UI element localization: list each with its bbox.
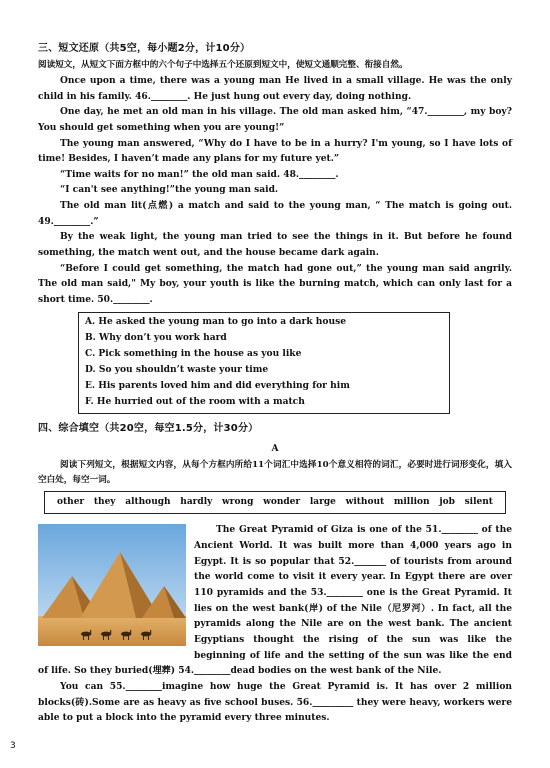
worksheet-page — [38, 40, 512, 726]
word-bank-item: silent — [464, 497, 493, 507]
word-bank-item: wrong — [222, 497, 254, 507]
passage-paragraph: “I can't see anything!”the young man said. — [60, 184, 279, 196]
word-bank-item: other — [57, 497, 85, 507]
passage-paragraph: The old man lit(点燃) a match and said to the young man, “ The match is going out. 49.________.” — [38, 200, 512, 227]
passage-paragraph: “Time waits for no man!” the old man said. 48.________. — [60, 168, 339, 180]
word-bank-item: job — [439, 497, 455, 507]
word-bank-item: million — [393, 497, 430, 507]
passage-paragraph: You can 55.________imagine how huge the Great Pyramid is. It has over 2 million blocks(砖).Some are as heavy as five school buses. 56._________ they were heavy, workers were able to put a block into the pyramid every three minutes. — [38, 680, 512, 724]
section4-title: 四、综合填空（共20空，每空1.5分，计30分） — [38, 422, 259, 434]
option-a: A. He asked the young man to go into a dark house — [85, 315, 346, 327]
passage-paragraph: By the weak light, the young man tried to see the things in it. But before he found something, the match went out, and the house became dark again. — [38, 231, 512, 259]
option-f: F. He hurried out of the room with a match — [85, 396, 305, 408]
section4-instruction: 阅读下列短文，根据短文内容，从每个方框内所给11个词汇中选择10个意义相符的词汇，必要时进行词形变化，填入空白处，每空一词。 — [38, 460, 512, 486]
passage-paragraph: “Before I could get something, the match had gone out,” the young man said angrily. The old man said," My boy, your youth is like the burning match, which can only last for a short time. 50.________. — [38, 262, 512, 305]
passage-paragraph: One day, he met an old man in his village. The old man asked him, “47.________, my boy? You should get something when you are young!” — [38, 106, 512, 133]
word-bank-item: they — [93, 497, 116, 507]
page-number: 3 — [10, 741, 16, 751]
pyramids-photo-icon — [38, 524, 186, 646]
options-box — [78, 312, 450, 414]
section3-instruction: 阅读短文，从短文下面方框中的六个句子中选择五个还原到短文中，使短文通顺完整、衔接自然。 — [38, 60, 408, 71]
pyramid-passage — [38, 522, 512, 725]
passage-paragraph: The Great Pyramid of Giza is one of the 51.________ of the Ancient World. It was built more than 4,000 years ago in Egypt. It is so popular that 52._______ of tourists from around the world come to visit it every year. In Egypt there are over 110 pyramids and the 53.________ one is the Great Pyramid. It lies on the west bank(岸) of the Nile（尼罗河）. In fact, all the pyramids along the Nile are on the west bank. The ancient Egyptians thought the rising of the sun was like the beginning of life and the setting of the sun was like the end of life. So they buried(埋葬) 54.________dead bodies on the west bank of the Nile. — [38, 524, 512, 677]
word-bank-item: large — [309, 497, 336, 507]
option-b: B. Why don’t you work hard — [85, 331, 227, 343]
option-c: C. Pick something in the house as you like — [85, 347, 302, 359]
word-bank-item: wonder — [263, 497, 301, 507]
section3-title: 三、短文还原（共5空，每小题2分，计10分） — [38, 43, 251, 54]
word-bank-item: although — [125, 497, 171, 507]
word-bank-item: hardly — [180, 497, 213, 507]
option-e: E. His parents loved him and did everything for him — [85, 380, 350, 392]
option-d: D. So you shouldn’t waste your time — [85, 364, 269, 376]
part-label: A — [271, 442, 279, 454]
word-bank — [44, 491, 506, 514]
passage-paragraph: The young man answered, “Why do I have to be in a hurry? I'm young, so I have lots of time! Besides, I haven’t made any plans for my future yet.” — [38, 137, 512, 165]
word-bank-item: without — [345, 497, 385, 507]
passage-paragraph: Once upon a time, there was a young man He lived in a small village. He was the only child in his family. 46.________. He just hung out every day, doing nothing. — [38, 74, 512, 102]
